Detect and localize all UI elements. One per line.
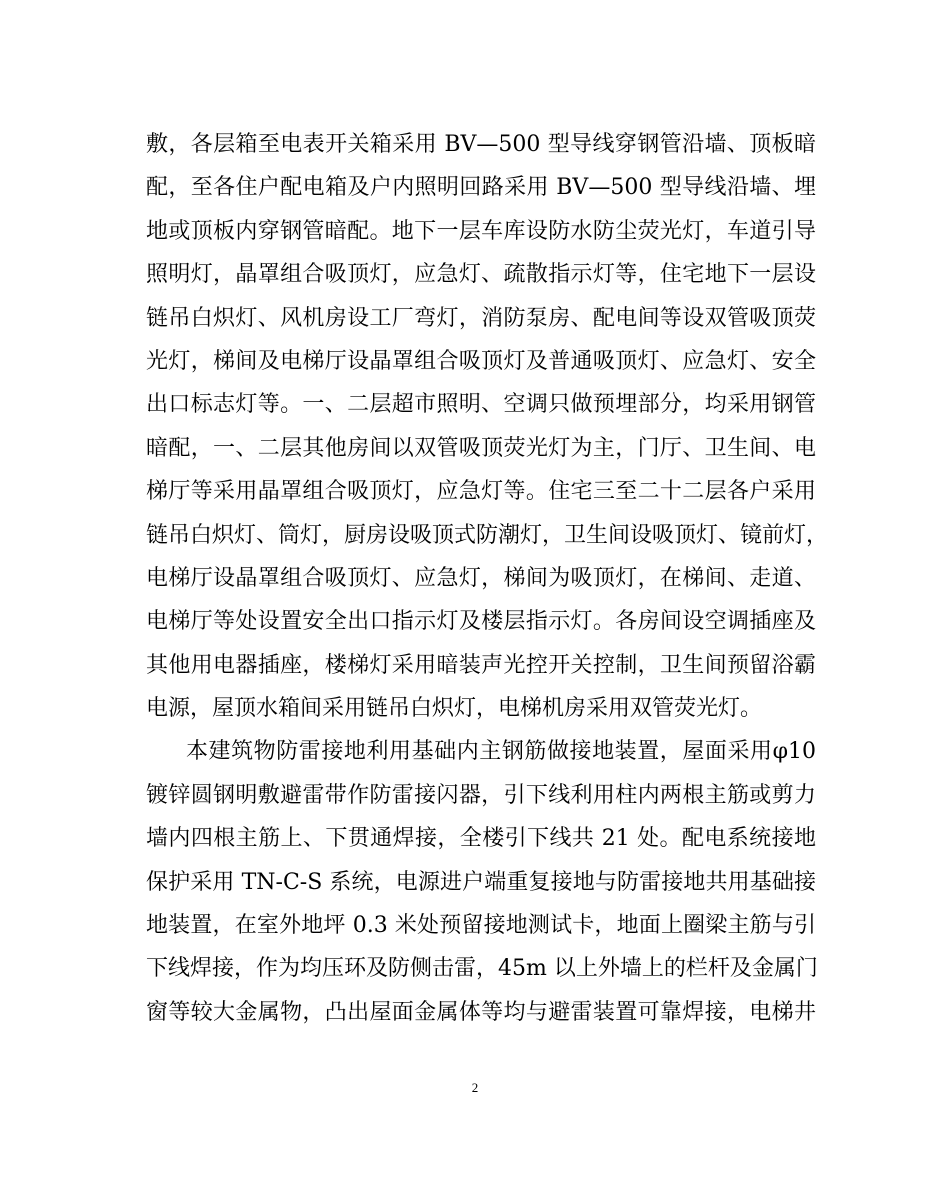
text-line: 保护采用 TN-C-S 系统，电源进户端重复接地与防雷接地共用基础接 [146, 869, 816, 895]
text-line: 敷，各层箱至电表开关箱采用 BV—500 型导线穿钢管沿墙、顶板暗 [146, 132, 816, 157]
text-line: 暗配，一、二层其他房间以双管吸顶荧光灯为主，门厅、卫生间、电 [146, 435, 816, 461]
text-line: 链吊白炽灯、风机房设工厂弯灯，消防泵房、配电间等设双管吸顶荧 [146, 305, 816, 331]
text-line: 照明灯，晶罩组合吸顶灯，应急灯、疏散指示灯等，住宅地下一层设 [146, 262, 816, 288]
text-line: 窗等较大金属物，凸出屋面金属体等均与避雷装置可靠焊接，电梯井 [146, 999, 816, 1025]
text-line: 地或顶板内穿钢管暗配。地下一层车库设防水防尘荧光灯，车道引导 [146, 218, 816, 244]
page-number: 2 [471, 1080, 479, 1095]
text-line: 电源，屋顶水箱间采用链吊白炽灯，电梯机房采用双管荧光灯。 [146, 696, 763, 722]
text-line: 光灯，梯间及电梯厅设晶罩组合吸顶灯及普通吸顶灯、应急灯、安全 [146, 348, 816, 374]
text-line: 地装置，在室外地坪 0.3 米处预留接地测试卡，地面上圈梁主筋与引 [146, 913, 816, 939]
paragraph-first-line: 本建筑物防雷接地利用基础内主钢筋做接地装置，屋面采用φ10 [186, 739, 816, 765]
text-line: 墙内四根主筋上、下贯通焊接，全楼引下线共 21 处。配电系统接地 [146, 826, 816, 852]
body-text [146, 123, 829, 1034]
text-line: 梯厅等采用晶罩组合吸顶灯，应急灯等。住宅三至二十二层各户采用 [146, 479, 816, 505]
text-line: 其他用电器插座，楼梯灯采用暗装声光控开关控制，卫生间预留浴霸 [146, 652, 816, 678]
text-line: 配，至各住户配电箱及户内照明回路采用 BV—500 型导线沿墙、埋 [146, 175, 816, 201]
text-line: 镀锌圆钢明敷避雷带作防雷接闪器，引下线利用柱内两根主筋或剪力 [146, 782, 816, 808]
text-line: 电梯厅设晶罩组合吸顶灯、应急灯，梯间为吸顶灯，在梯间、走道、 [146, 565, 816, 591]
text-line: 链吊白炽灯、筒灯，厨房设吸顶式防潮灯，卫生间设吸顶灯、镜前灯， [146, 522, 829, 548]
text-line: 下线焊接，作为均压环及防侧击雷，45m 以上外墙上的栏杆及金属门 [146, 956, 818, 982]
text-line: 电梯厅等处设置安全出口指示灯及楼层指示灯。各房间设空调插座及 [146, 609, 816, 635]
text-line: 出口标志灯等。一、二层超市照明、空调只做预埋部分，均采用钢管 [146, 392, 816, 418]
